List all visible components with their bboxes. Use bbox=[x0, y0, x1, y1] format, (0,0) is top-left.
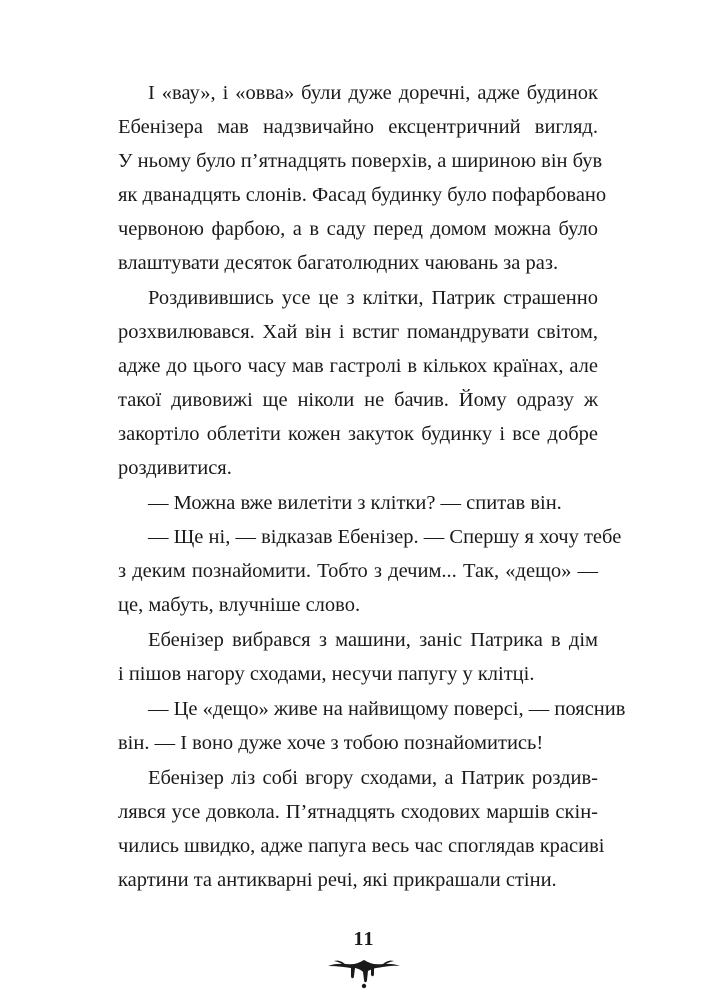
text-line: Ебенізера мав надзвичайно ексцентричний вигляд. bbox=[118, 116, 598, 138]
text-line: це, мабуть, влучніше слово. bbox=[118, 594, 361, 616]
page-number: 11 bbox=[353, 928, 375, 950]
text-line: — Ще ні, — відказав Ебенізер. — Спершу я хочу тебе bbox=[148, 526, 622, 548]
text-line: картини та антикварні речі, які прикрашали стіни. bbox=[118, 869, 557, 891]
text-line: — Це «дещо» живе на найвищому поверсі, — пояснив bbox=[148, 698, 626, 720]
text-line: Роздивившись усе це з клітки, Патрик страшенно bbox=[148, 287, 598, 309]
text-line: як дванадцять слонів. Фасад будинку було пофарбовано bbox=[118, 184, 607, 206]
text-line: У ньому було п’ятнадцять поверхів, а шириною він був bbox=[118, 150, 603, 172]
text-line: розхвилювався. Хай він і встиг помандрувати світом, bbox=[118, 321, 598, 343]
text-line: він. — І воно дуже хоче з тобою познайомитись! bbox=[118, 732, 544, 754]
dripping-ornament-icon bbox=[324, 952, 404, 992]
text-line: такої дивовижі ще ніколи не бачив. Йому одразу ж bbox=[118, 389, 598, 411]
text-line: закортіло облетіти кожен закуток будинку і все добре bbox=[118, 423, 598, 445]
text-line: і пішов нагору сходами, несучи папугу у клітці. bbox=[118, 663, 535, 685]
text-line: роздивитися. bbox=[118, 457, 232, 479]
text-line: з деким познайомити. Тобто з дечим... Так, «дещо» — bbox=[118, 560, 598, 582]
text-line: влаштувати десяток багатолюдних чаювань за раз. bbox=[118, 252, 559, 274]
text-line: адже до цього часу мав гастролі в кількох країнах, але bbox=[118, 355, 598, 377]
text-line: Ебенізер вибрався з машини, заніс Патрика в дім bbox=[148, 629, 598, 651]
text-line: І «вау», і «овва» були дуже доречні, адже будинок bbox=[148, 82, 598, 104]
text-line: Ебенізер ліз собі вгору сходами, а Патрик роздив- bbox=[148, 767, 598, 789]
text-line: чились швидко, адже папуга весь час споглядав красиві bbox=[118, 835, 605, 857]
text-line: — Можна вже вилетіти з клітки? — спитав він. bbox=[148, 492, 562, 514]
text-line: лявся усе довкола. П’ятнадцять сходових маршів скін- bbox=[118, 801, 598, 823]
text-line: червоною фарбою, а в саду перед домом можна було bbox=[118, 218, 598, 240]
